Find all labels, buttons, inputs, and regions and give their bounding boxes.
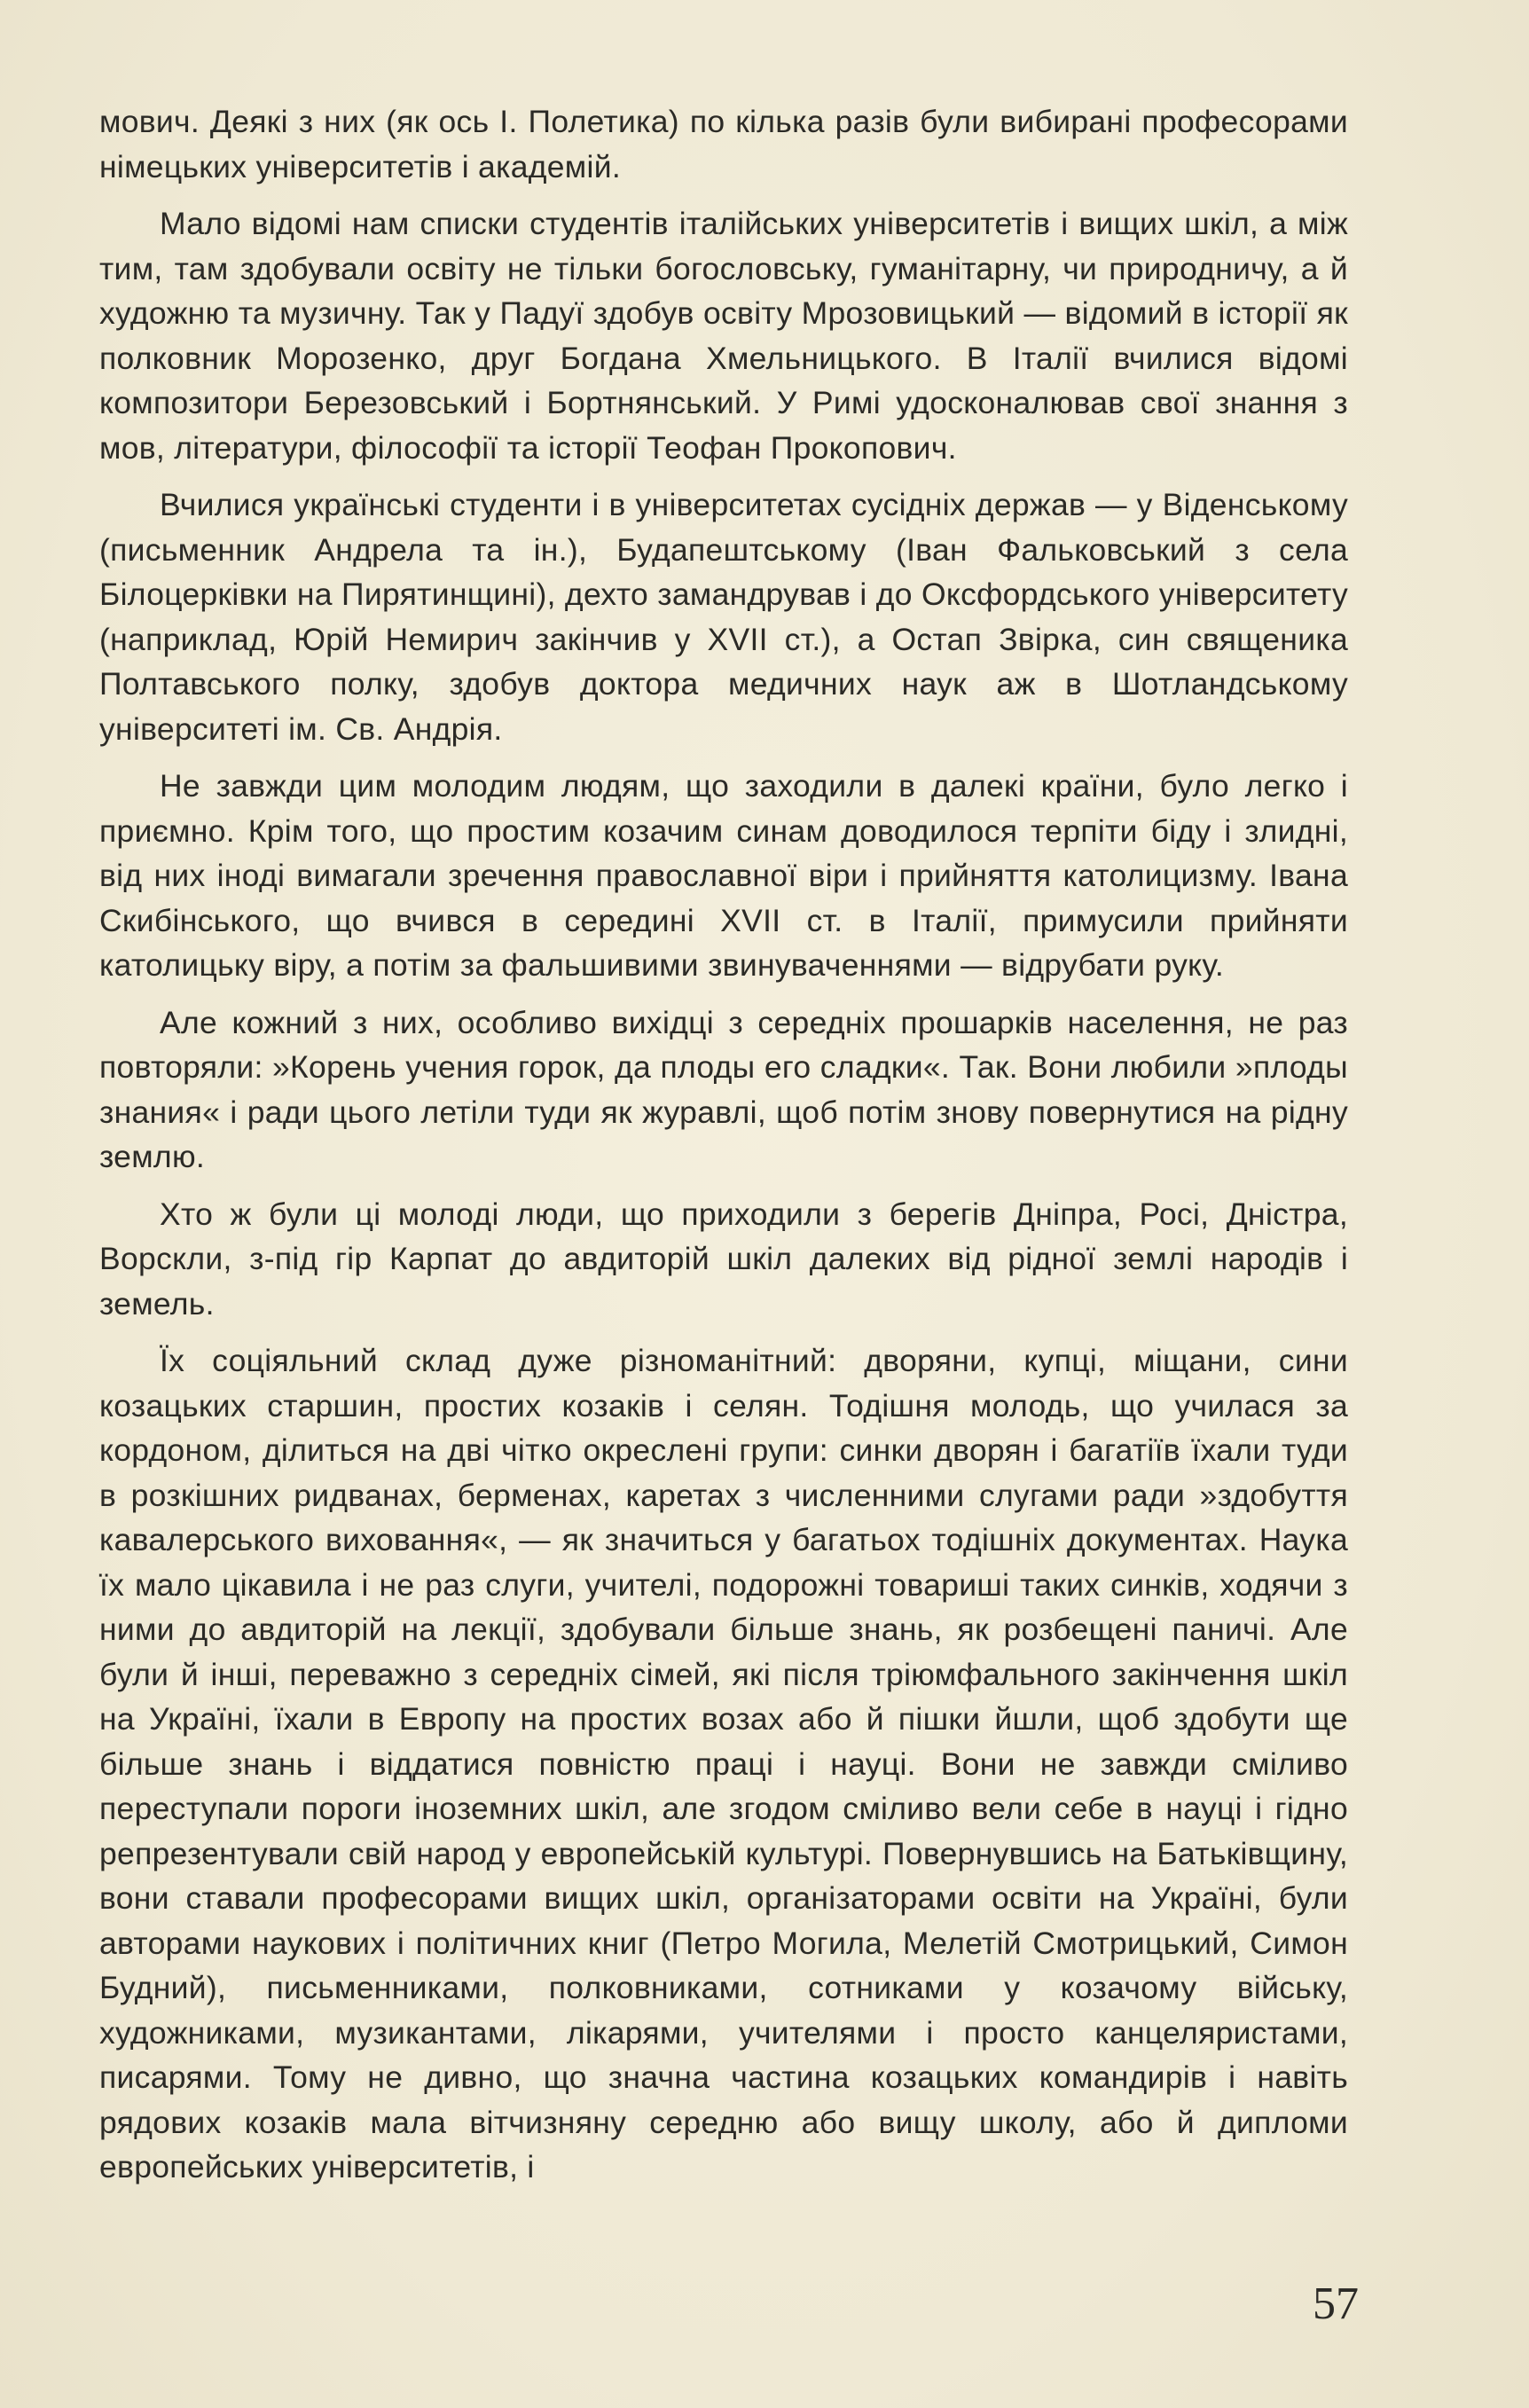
paragraph-6: Хто ж були ці молоді люди, що приходили з берегів Дніпра, Росі, Дністра, Ворскли, з-під гір Карпат до авдиторій шкіл далеких від рідної землі народів і земель.	[99, 1196, 1348, 1322]
paragraph-5: Але кожний з них, особливо вихідці з середніх прошарків населення, не раз повторяли: »Корень учения горок, да плоды его сладки«. Так. Вони любили »плоды знания« і ради цього летіли туди як журавлі, щоб потім знову повернутися на рідну землю.	[99, 1004, 1348, 1174]
paragraph-2: Мало відомі нам списки студентів італійських університетів і вищих шкіл, а між тим, там здобували освіту не тільки богословську, гуманітарну, чи природничу, а й художню та музичну. Так у Падуї здобув освіту Мрозовицький — відомий в історії як полковник Морозенко, друг Богдана Хмельницького. В Італії вчилися відомі композитори Березовський і Бортнянський. У Римі удосконалював свої знання з мов, літератури, філософії та історії Теофан Прокопович.	[99, 206, 1348, 466]
paragraph-7: Їх соціяльний склад дуже різноманітний: дворяни, купці, міщани, сини козацьких старшин, простих козаків і селян. Тодішня молодь, що училася за кордоном, ділиться на дві чітко окреслені групи: синки дворян і багатіїв їхали туди в розкішних ридванах, берменах, каретах з численними слугами ради »здобуття кавалерського виховання«, — як значиться у багатьох тодішніх документах. Наука їх мало цікавила і не раз слуги, учителі, подорожні товариші таких синків, ходячи з ними до авдиторій на лекції, здобували більше знань, як розбещені паничі. Але були й інші, переважно з середніх сімей, які після тріюмфального закінчення шкіл на Україні, їхали в Европу на простих возах або й пішки йшли, щоб здобути ще більше знань і віддатися повністю праці і науці. Вони не завжди сміливо переступали пороги іноземних шкіл, але згодом сміливо вели себе в науці і гідно репрезентували свій народ у европейській культурі. Повернувшись на Батьківщину, вони ставали професорами вищих шкіл, організаторами освіти на Україні, були авторами наукових і політичних книг (Петро Могила, Мелетій Смотрицький, Симон Будний), письменниками, полковниками, сотниками у козачому війську, художниками, музикантами, лікарями, учителями і просто канцеляристами, писарями. Тому не дивно, що значна частина козацьких командирів і навіть рядових козаків мала вітчизняну середню або вищу школу, або й дипломи европейських університетів, і	[99, 1343, 1348, 2184]
paragraph-4: Не завжди цим молодим людям, що заходили в далекі країни, було легко і приємно. Крім того, що простим козачим синам доводилося терпіти біду і злидні, від них іноді вимагали зречення православної віри і прийняття католицизму. Івана Скибінського, що вчився в середині XVII ст. в Італії, примусили прийняти католицьку віру, а потім за фальшивими звинуваченнями — відрубати руку.	[99, 768, 1348, 983]
body-text	[99, 99, 1348, 2190]
paragraph-1: мович. Деякі з них (як ось І. Полетика) по кілька разів були вибирані професорами німецьких університетів і академій.	[99, 104, 1348, 184]
paragraph-3: Вчилися українські студенти і в університетах сусідніх держав — у Віденському (письменник Андрела та ін.), Будапештському (Іван Фальковський з села Білоцерківки на Пирятинщині), дехто замандрував і до Оксфордського університету (наприклад, Юрій Немирич закінчив у XVII ст.), а Остап Звірка, син священика Полтавського полку, здобув доктора медичних наук аж в Шотландському університеті ім. Св. Андрія.	[99, 487, 1348, 747]
page-number: 57	[1313, 2279, 1359, 2329]
